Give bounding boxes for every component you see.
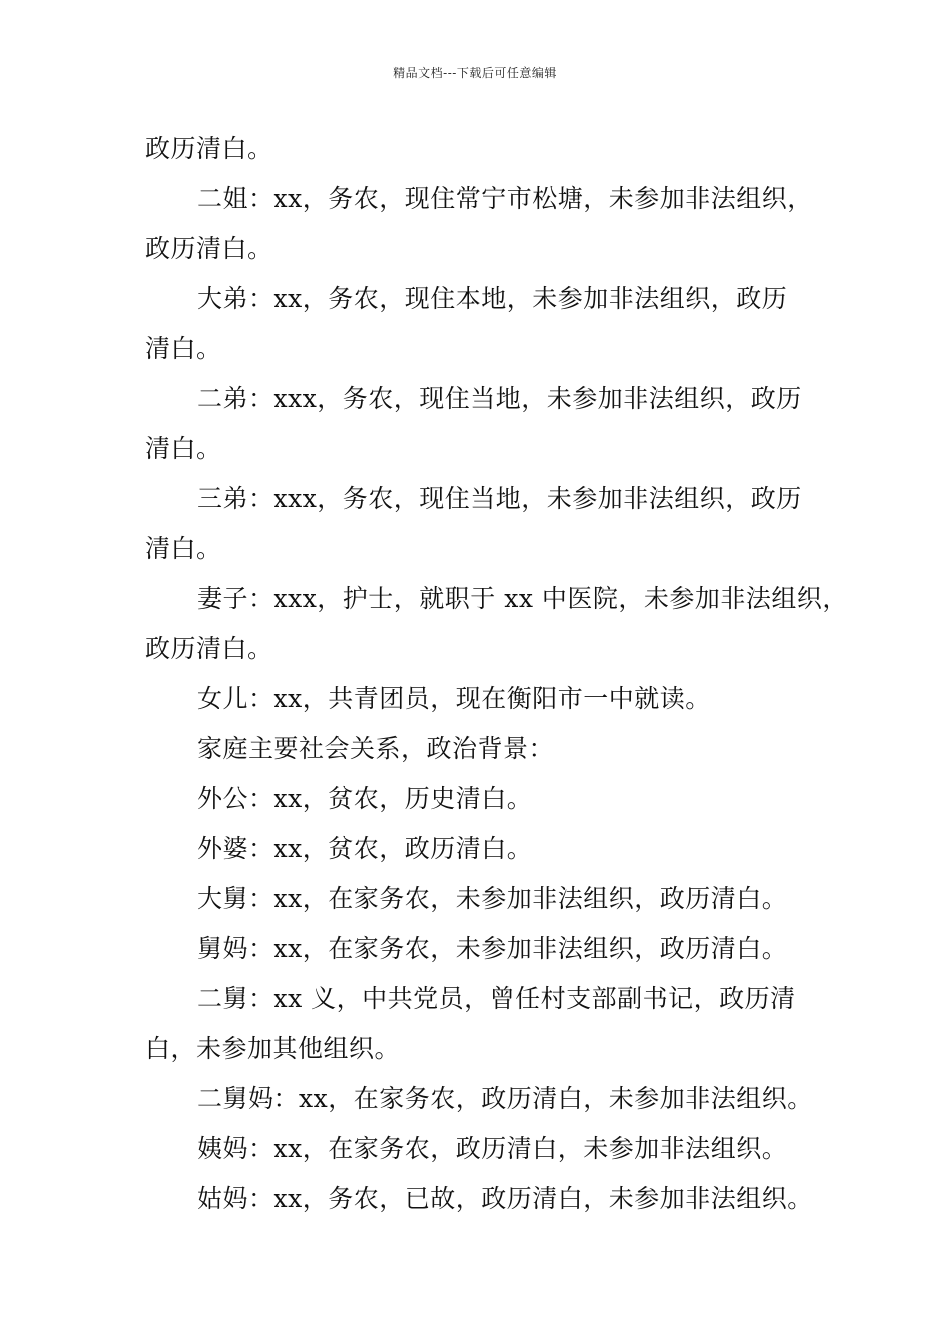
text-line: 外公：xx，贫农，历史清白。: [197, 784, 533, 813]
text-line: 家庭主要社会关系，政治背景：: [197, 734, 555, 763]
text-line: 清白。: [145, 334, 222, 363]
text-line: 白，未参加其他组织。: [145, 1034, 401, 1063]
text-line: 舅妈：xx，在家务农，未参加非法组织，政历清白。: [197, 934, 788, 963]
text-line: 大弟：xx，务农，现住本地，未参加非法组织，政历: [197, 284, 788, 313]
document-body: [145, 124, 848, 1224]
text-line: 政历清白。: [145, 134, 273, 163]
text-line: 妻子：xxx，护士，就职于 xx 中医院，未参加非法组织，: [197, 584, 848, 613]
text-line: 二姐：xx，务农，现住常宁市松塘，未参加非法组织，: [197, 184, 813, 213]
text-line: 三弟：xxx，务农，现住当地，未参加非法组织，政历: [197, 484, 802, 513]
text-line: 清白。: [145, 534, 222, 563]
text-line: 二弟：xxx，务农，现住当地，未参加非法组织，政历: [197, 384, 802, 413]
text-line: 姑妈：xx，务农，已故，政历清白，未参加非法组织。: [197, 1184, 813, 1213]
text-line: 清白。: [145, 434, 222, 463]
text-line: 二舅：xx 义，中共党员，曾任村支部副书记，政历清: [197, 984, 796, 1013]
text-line: 女儿：xx，共青团员，现在衡阳市一中就读。: [197, 684, 711, 713]
text-line: 政历清白。: [145, 234, 273, 263]
text-line: 政历清白。: [145, 634, 273, 663]
text-line: 大舅：xx，在家务农，未参加非法组织，政历清白。: [197, 884, 788, 913]
text-line: 外婆：xx，贫农，政历清白。: [197, 834, 533, 863]
text-line: 姨妈：xx，在家务农，政历清白，未参加非法组织。: [197, 1134, 788, 1163]
text-line: 二舅妈：xx，在家务农，政历清白，未参加非法组织。: [197, 1084, 813, 1113]
page-header: 精品文档---下载后可任意编辑: [393, 66, 557, 80]
